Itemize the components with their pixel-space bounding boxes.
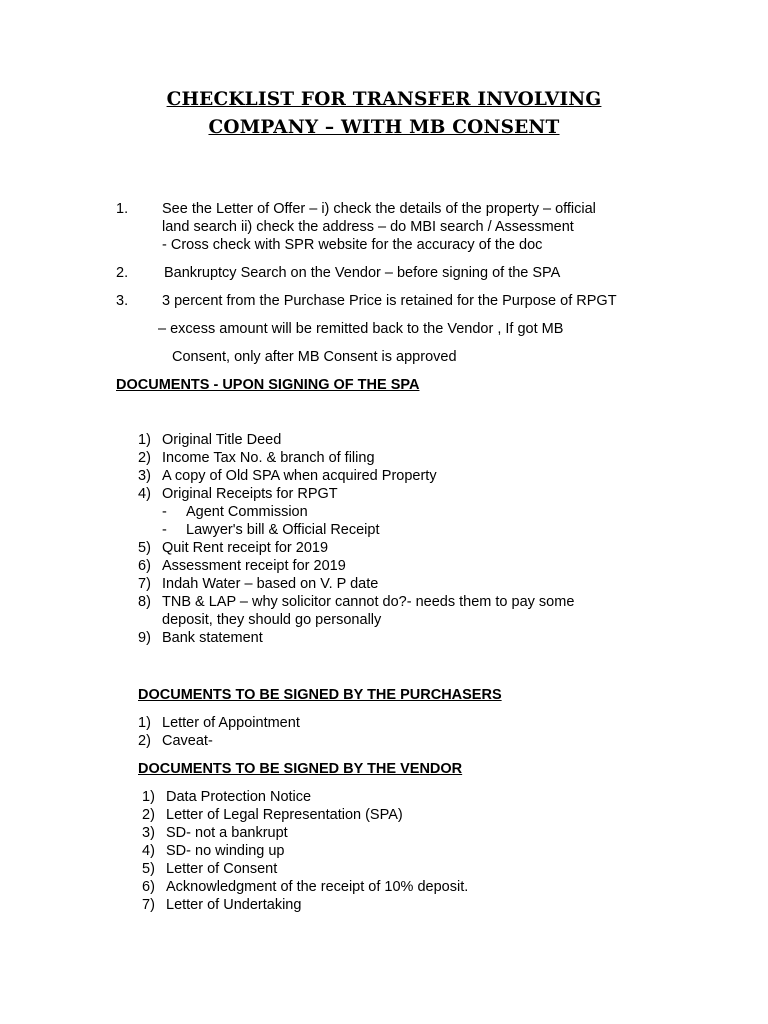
item-text: See the Letter of Offer – i) check the details of the property – official [162,201,596,217]
item-number: 1. [116,201,129,217]
item-text: 3 percent from the Purchase Price is retained for the Purpose of RPGT [162,293,617,309]
document-title [0,86,768,142]
section-heading-upon-signing: DOCUMENTS - UPON SIGNING OF THE SPA [116,377,420,393]
title-line-1: CHECKLIST FOR TRANSFER INVOLVING [166,89,602,110]
item-text-continued: land search ii) check the address – do MBI search / Assessment [162,219,574,235]
title-line-2: COMPANY – WITH MB CONSENT [208,117,560,138]
item-number: 3. [116,293,129,309]
section-heading-vendor: DOCUMENTS TO BE SIGNED BY THE VENDOR [138,761,463,777]
item-text-continued: - Cross check with SPR website for the accuracy of the doc [162,237,543,253]
item-text-continued: – excess amount will be remitted back to the Vendor , If got MB [158,321,564,337]
document-page: CHECKLIST FOR TRANSFER INVOLVING COMPANY – WITH MB CONSENT 1. See the Letter of Offer – i) check the details of the property – official land search ii) check the address – do MBI search / Assessment - Cross check with SPR website for the accuracy of the doc 2. Bankruptcy Search on the Vendor – before signing of the SPA 3. 3 percent from the Purchase Price is retained for the Purpose of RPGT – excess amount will be remitted back to the Vendor , If got MB Consent, only after MB Consent is approved DOCUMENTS - UPON SIGNING OF THE SPA 1) Original Title Deed 2) Income Tax No. & branch of filing 3) A copy of Old SPA when acquired Property 4) Original Receipts for RPGT - Agent Commission - Lawyer's bill & Official Receipt 5) Quit Rent receipt for 2019 6) Assessment receipt for 2019 7) Indah Water – based on V. P date 8) TNB & LAP – why solicitor cannot do?- needs them to pay some deposit, they should go personally 9) Bank statement DOCUMENTS TO BE SIGNED BY THE PURCHASERS 1) Letter of Appointment 2) Caveat- DOCUMENTS TO BE SIGNED BY THE VENDOR 1) Data Protection Notice 2) Letter of Legal Representation (SPA) 3) SD- not a bankrupt 4) SD- no winding up 5) Letter of Consent 6) Acknowledgment of the receipt of 10% deposit. 7) Letter of Undertaking [0,0,768,1024]
item-text: Bankruptcy Search on the Vendor – before signing of the SPA [164,265,561,281]
section-heading-purchasers: DOCUMENTS TO BE SIGNED BY THE PURCHASERS [138,687,502,703]
item-text-continued: Consent, only after MB Consent is approved [172,349,457,365]
item-number: 2. [116,265,129,281]
